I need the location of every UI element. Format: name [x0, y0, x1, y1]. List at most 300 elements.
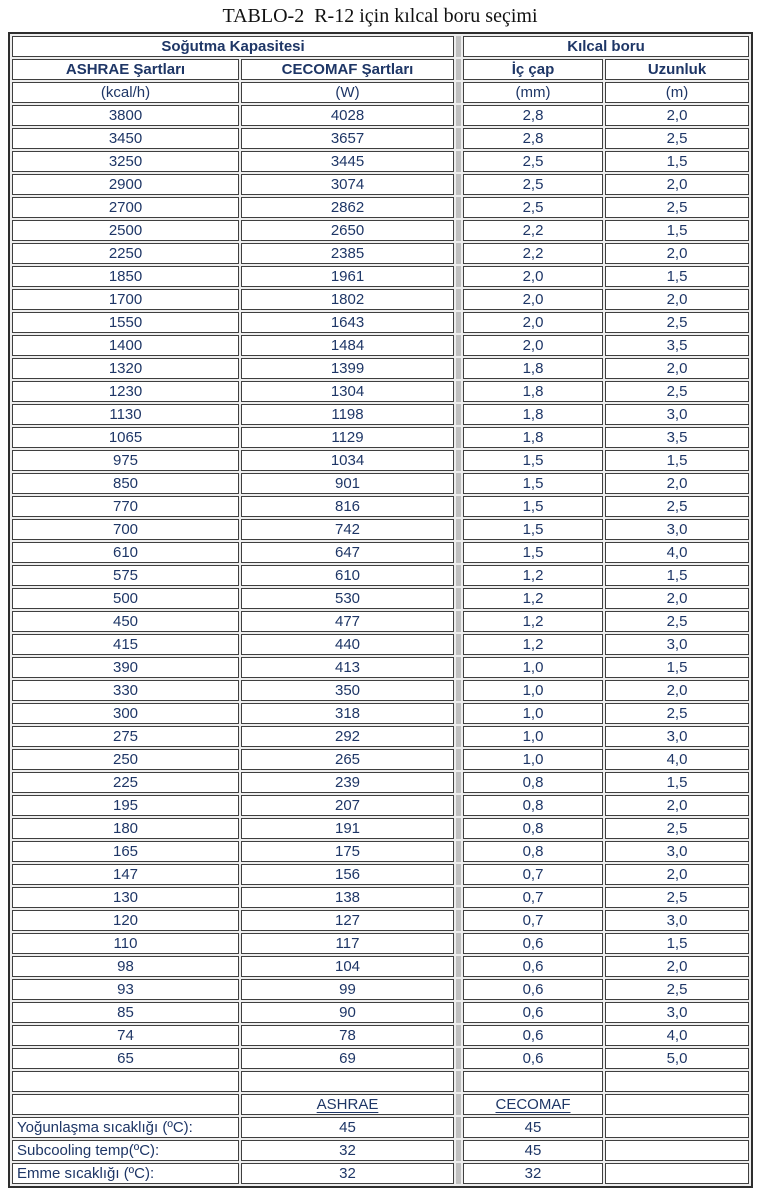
unit-w: (W)	[241, 82, 454, 103]
table-cell: 1,5	[463, 450, 603, 471]
group-divider	[456, 933, 461, 954]
group-divider	[456, 749, 461, 770]
col-header-ashrae: ASHRAE Şartları	[12, 59, 239, 80]
table-row	[12, 266, 749, 287]
table-row	[12, 841, 749, 862]
group-divider	[456, 1002, 461, 1023]
table-cell: 0,7	[463, 864, 603, 885]
table-cell: 1,2	[463, 611, 603, 632]
table-cell: 2,8	[463, 128, 603, 149]
table-row	[12, 243, 749, 264]
table-cell: 2,5	[605, 381, 749, 402]
table-cell: 225	[12, 772, 239, 793]
group-divider	[456, 565, 461, 586]
table-cell: 1,5	[605, 266, 749, 287]
table-row	[12, 197, 749, 218]
group-divider	[456, 657, 461, 678]
table-cell: 1,5	[605, 565, 749, 586]
table-cell: 147	[12, 864, 239, 885]
capillary-selection-table	[8, 32, 753, 1188]
table-cell: 3074	[241, 174, 454, 195]
empty-cell	[605, 1140, 749, 1161]
table-cell: 265	[241, 749, 454, 770]
table-cell: 0,6	[463, 956, 603, 977]
table-cell: 1,0	[463, 749, 603, 770]
footer-col-cecomaf	[463, 1094, 603, 1115]
table-cell: 1304	[241, 381, 454, 402]
table-cell: 127	[241, 910, 454, 931]
group-divider	[456, 473, 461, 494]
table-row	[12, 910, 749, 931]
table-cell: 4,0	[605, 749, 749, 770]
group-header-capillary: Kılcal boru	[463, 36, 749, 57]
table-cell: 1,5	[605, 151, 749, 172]
table-cell: 2,0	[605, 864, 749, 885]
empty-cell	[12, 1071, 239, 1092]
group-divider	[456, 1048, 461, 1069]
table-cell: 2,5	[605, 197, 749, 218]
table-cell: 4028	[241, 105, 454, 126]
table-cell: 156	[241, 864, 454, 885]
table-cell: 2,5	[605, 979, 749, 1000]
empty-cell	[605, 1094, 749, 1115]
table-cell: 2,5	[463, 174, 603, 195]
group-header-row	[12, 36, 749, 57]
condition-label: Yoğunlaşma sıcaklığı (ºC):	[12, 1117, 239, 1138]
empty-cell	[605, 1071, 749, 1092]
table-row	[12, 427, 749, 448]
table-cell: 2,5	[605, 887, 749, 908]
group-divider	[456, 772, 461, 793]
table-row	[12, 749, 749, 770]
table-cell: 2862	[241, 197, 454, 218]
table-cell: 2,0	[605, 956, 749, 977]
table-cell: 98	[12, 956, 239, 977]
table-cell: 3450	[12, 128, 239, 149]
empty-cell	[241, 1071, 454, 1092]
condition-value-ashrae: 45	[241, 1117, 454, 1138]
group-divider	[456, 1140, 461, 1161]
group-divider	[456, 243, 461, 264]
table-cell: 1,8	[463, 381, 603, 402]
table-row	[12, 542, 749, 563]
table-cell: 500	[12, 588, 239, 609]
table-cell: 1550	[12, 312, 239, 333]
table-cell: 2,0	[605, 680, 749, 701]
group-divider	[456, 956, 461, 977]
table-cell: 0,7	[463, 910, 603, 931]
table-cell: 3,5	[605, 427, 749, 448]
table-cell: 1,5	[463, 519, 603, 540]
table-cell: 175	[241, 841, 454, 862]
table-cell: 1,8	[463, 404, 603, 425]
table-cell: 3,5	[605, 335, 749, 356]
table-row	[12, 174, 749, 195]
table-cell: 2,0	[463, 335, 603, 356]
table-cell: 1,0	[463, 657, 603, 678]
table-cell: 0,6	[463, 1025, 603, 1046]
table-cell: 93	[12, 979, 239, 1000]
table-cell: 1850	[12, 266, 239, 287]
table-cell: 2,0	[605, 105, 749, 126]
group-divider	[456, 358, 461, 379]
table-cell: 2250	[12, 243, 239, 264]
table-cell: 4,0	[605, 1025, 749, 1046]
empty-cell	[605, 1163, 749, 1184]
table-cell: 1,0	[463, 680, 603, 701]
group-divider	[456, 542, 461, 563]
table-cell: 1,2	[463, 565, 603, 586]
table-cell: 207	[241, 795, 454, 816]
table-cell: 1,2	[463, 588, 603, 609]
condition-row-condensing	[12, 1117, 749, 1138]
table-cell: 65	[12, 1048, 239, 1069]
table-cell: 2,0	[463, 289, 603, 310]
table-cell: 440	[241, 634, 454, 655]
col-header-inner-diameter: İç çap	[463, 59, 603, 80]
table-row	[12, 887, 749, 908]
table-cell: 2,5	[605, 818, 749, 839]
table-cell: 2385	[241, 243, 454, 264]
group-divider	[456, 381, 461, 402]
group-divider	[456, 289, 461, 310]
table-cell: 330	[12, 680, 239, 701]
table-cell: 2,0	[605, 289, 749, 310]
table-cell: 1,5	[463, 496, 603, 517]
group-divider	[456, 496, 461, 517]
table-row	[12, 312, 749, 333]
table-cell: 0,6	[463, 933, 603, 954]
table-cell: 5,0	[605, 1048, 749, 1069]
table-cell: 2500	[12, 220, 239, 241]
group-divider	[456, 887, 461, 908]
table-cell: 104	[241, 956, 454, 977]
table-cell: 99	[241, 979, 454, 1000]
table-row	[12, 1002, 749, 1023]
table-cell: 4,0	[605, 542, 749, 563]
table-row	[12, 450, 749, 471]
table-cell: 1,5	[605, 220, 749, 241]
group-divider	[456, 82, 461, 103]
condition-value-cecomaf: 45	[463, 1140, 603, 1161]
table-row	[12, 588, 749, 609]
table-cell: 0,8	[463, 795, 603, 816]
table-cell: 1230	[12, 381, 239, 402]
units-row	[12, 82, 749, 103]
group-divider	[456, 197, 461, 218]
table-cell: 770	[12, 496, 239, 517]
table-cell: 0,6	[463, 979, 603, 1000]
table-cell: 0,8	[463, 818, 603, 839]
table-row	[12, 680, 749, 701]
empty-cell	[605, 1117, 749, 1138]
group-divider	[456, 703, 461, 724]
table-cell: 0,8	[463, 772, 603, 793]
table-cell: 390	[12, 657, 239, 678]
table-cell: 1,5	[605, 772, 749, 793]
table-cell: 1,8	[463, 358, 603, 379]
empty-cell	[12, 1094, 239, 1115]
table-row	[12, 634, 749, 655]
data-rows	[12, 105, 749, 1069]
group-divider	[456, 726, 461, 747]
condition-header-row	[12, 1094, 749, 1115]
table-cell: 69	[241, 1048, 454, 1069]
table-cell: 1,5	[463, 473, 603, 494]
table-row	[12, 1048, 749, 1069]
table-cell: 647	[241, 542, 454, 563]
table-cell: 1034	[241, 450, 454, 471]
table-cell: 2,8	[463, 105, 603, 126]
table-row	[12, 358, 749, 379]
table-row	[12, 220, 749, 241]
group-divider	[456, 335, 461, 356]
table-cell: 318	[241, 703, 454, 724]
table-cell: 85	[12, 1002, 239, 1023]
group-divider	[456, 151, 461, 172]
group-divider	[456, 128, 461, 149]
group-divider	[456, 105, 461, 126]
table-cell: 191	[241, 818, 454, 839]
group-divider	[456, 36, 461, 57]
table-cell: 3445	[241, 151, 454, 172]
table-cell: 1,0	[463, 703, 603, 724]
table-cell: 1700	[12, 289, 239, 310]
footer-col-cecomaf-label: CECOMAF	[495, 1096, 571, 1113]
footer-col-ashrae	[241, 1094, 454, 1115]
table-cell: 1,0	[463, 726, 603, 747]
table-cell: 90	[241, 1002, 454, 1023]
col-header-length: Uzunluk	[605, 59, 749, 80]
group-divider	[456, 588, 461, 609]
unit-kcalh: (kcal/h)	[12, 82, 239, 103]
group-divider	[456, 220, 461, 241]
table-cell: 0,7	[463, 887, 603, 908]
group-divider	[456, 910, 461, 931]
table-cell: 2,0	[463, 312, 603, 333]
table-cell: 2,5	[605, 703, 749, 724]
table-cell: 2,5	[605, 128, 749, 149]
table-cell: 110	[12, 933, 239, 954]
group-divider	[456, 795, 461, 816]
table-cell: 413	[241, 657, 454, 678]
unit-m: (m)	[605, 82, 749, 103]
condition-value-ashrae: 32	[241, 1163, 454, 1184]
table-cell: 2,5	[463, 197, 603, 218]
table-cell: 3250	[12, 151, 239, 172]
table-cell: 120	[12, 910, 239, 931]
table-cell: 2,0	[605, 358, 749, 379]
table-cell: 2,5	[605, 496, 749, 517]
group-divider	[456, 1094, 461, 1115]
table-row	[12, 105, 749, 126]
empty-row	[12, 1071, 749, 1092]
table-cell: 975	[12, 450, 239, 471]
table-cell: 350	[241, 680, 454, 701]
table-cell: 130	[12, 887, 239, 908]
table-cell: 1,5	[463, 542, 603, 563]
group-divider	[456, 59, 461, 80]
group-divider	[456, 1025, 461, 1046]
table-cell: 477	[241, 611, 454, 632]
group-divider	[456, 174, 461, 195]
group-divider	[456, 611, 461, 632]
table-row	[12, 565, 749, 586]
group-divider	[456, 266, 461, 287]
group-divider	[456, 841, 461, 862]
table-cell: 3,0	[605, 910, 749, 931]
table-row	[12, 726, 749, 747]
table-cell: 850	[12, 473, 239, 494]
table-cell: 610	[12, 542, 239, 563]
table-cell: 575	[12, 565, 239, 586]
table-cell: 816	[241, 496, 454, 517]
table-cell: 700	[12, 519, 239, 540]
footer-col-ashrae-label: ASHRAE	[316, 1096, 379, 1113]
table-cell: 3,0	[605, 841, 749, 862]
table-cell: 742	[241, 519, 454, 540]
table-cell: 195	[12, 795, 239, 816]
table-cell: 1400	[12, 335, 239, 356]
table-row	[12, 703, 749, 724]
table-cell: 3657	[241, 128, 454, 149]
col-header-cecomaf: CECOMAF Şartları	[241, 59, 454, 80]
table-cell: 2,2	[463, 243, 603, 264]
table-row	[12, 519, 749, 540]
table-cell: 610	[241, 565, 454, 586]
table-row	[12, 979, 749, 1000]
table-cell: 2,2	[463, 220, 603, 241]
table-row	[12, 772, 749, 793]
table-cell: 1198	[241, 404, 454, 425]
table-cell: 3800	[12, 105, 239, 126]
table-row	[12, 864, 749, 885]
table-cell: 2,5	[463, 151, 603, 172]
table-cell: 1130	[12, 404, 239, 425]
group-header-cooling: Soğutma Kapasitesi	[12, 36, 454, 57]
table-cell: 2,0	[605, 795, 749, 816]
group-divider	[456, 634, 461, 655]
table-cell: 300	[12, 703, 239, 724]
group-divider	[456, 450, 461, 471]
table-cell: 1961	[241, 266, 454, 287]
group-divider	[456, 1163, 461, 1184]
group-divider	[456, 818, 461, 839]
table-cell: 1320	[12, 358, 239, 379]
group-divider	[456, 404, 461, 425]
table-cell: 0,6	[463, 1048, 603, 1069]
table-cell: 250	[12, 749, 239, 770]
column-header-row	[12, 59, 749, 80]
table-cell: 2,5	[605, 312, 749, 333]
table-cell: 1643	[241, 312, 454, 333]
group-divider	[456, 979, 461, 1000]
table-cell: 2650	[241, 220, 454, 241]
table-cell: 78	[241, 1025, 454, 1046]
group-divider	[456, 1117, 461, 1138]
table-row	[12, 381, 749, 402]
table-cell: 3,0	[605, 1002, 749, 1023]
table-cell: 3,0	[605, 726, 749, 747]
table-cell: 450	[12, 611, 239, 632]
table-cell: 1,5	[605, 450, 749, 471]
group-divider	[456, 519, 461, 540]
condition-row-subcooling	[12, 1140, 749, 1161]
table-cell: 2,0	[463, 266, 603, 287]
condition-label: Emme sıcaklığı (ºC):	[12, 1163, 239, 1184]
table-cell: 1,2	[463, 634, 603, 655]
group-divider	[456, 312, 461, 333]
condition-value-ashrae: 32	[241, 1140, 454, 1161]
condition-value-cecomaf: 32	[463, 1163, 603, 1184]
table-cell: 74	[12, 1025, 239, 1046]
table-row	[12, 956, 749, 977]
table-cell: 1,8	[463, 427, 603, 448]
table-row	[12, 795, 749, 816]
table-cell: 180	[12, 818, 239, 839]
table-row	[12, 335, 749, 356]
table-row	[12, 473, 749, 494]
table-row	[12, 496, 749, 517]
unit-mm: (mm)	[463, 82, 603, 103]
table-row	[12, 1025, 749, 1046]
table-row	[12, 611, 749, 632]
table-cell: 530	[241, 588, 454, 609]
table-cell: 239	[241, 772, 454, 793]
table-cell: 292	[241, 726, 454, 747]
table-cell: 3,0	[605, 519, 749, 540]
table-cell: 1,5	[605, 657, 749, 678]
group-divider	[456, 427, 461, 448]
table-cell: 2,0	[605, 588, 749, 609]
empty-cell	[463, 1071, 603, 1092]
table-cell: 901	[241, 473, 454, 494]
table-cell: 2,0	[605, 243, 749, 264]
table-cell: 0,6	[463, 1002, 603, 1023]
table-cell: 1129	[241, 427, 454, 448]
condition-label: Subcooling temp(ºC):	[12, 1140, 239, 1161]
group-divider	[456, 864, 461, 885]
table-row	[12, 404, 749, 425]
table-cell: 1065	[12, 427, 239, 448]
table-cell: 1399	[241, 358, 454, 379]
table-cell: 138	[241, 887, 454, 908]
table-cell: 275	[12, 726, 239, 747]
table-cell: 2700	[12, 197, 239, 218]
table-row	[12, 151, 749, 172]
table-row	[12, 657, 749, 678]
table-cell: 1,5	[605, 933, 749, 954]
table-cell: 3,0	[605, 634, 749, 655]
group-divider	[456, 680, 461, 701]
condition-value-cecomaf: 45	[463, 1117, 603, 1138]
table-cell: 415	[12, 634, 239, 655]
table-cell: 0,8	[463, 841, 603, 862]
table-cell: 1802	[241, 289, 454, 310]
table-row	[12, 818, 749, 839]
table-cell: 3,0	[605, 404, 749, 425]
page-title: TABLO-2 R-12 için kılcal boru seçimi	[222, 5, 538, 27]
group-divider	[456, 1071, 461, 1092]
table-cell: 165	[12, 841, 239, 862]
table-cell: 117	[241, 933, 454, 954]
table-cell: 2,0	[605, 174, 749, 195]
table-cell: 2,0	[605, 473, 749, 494]
table-cell: 2900	[12, 174, 239, 195]
table-cell: 1484	[241, 335, 454, 356]
table-row	[12, 933, 749, 954]
table-cell: 2,5	[605, 611, 749, 632]
